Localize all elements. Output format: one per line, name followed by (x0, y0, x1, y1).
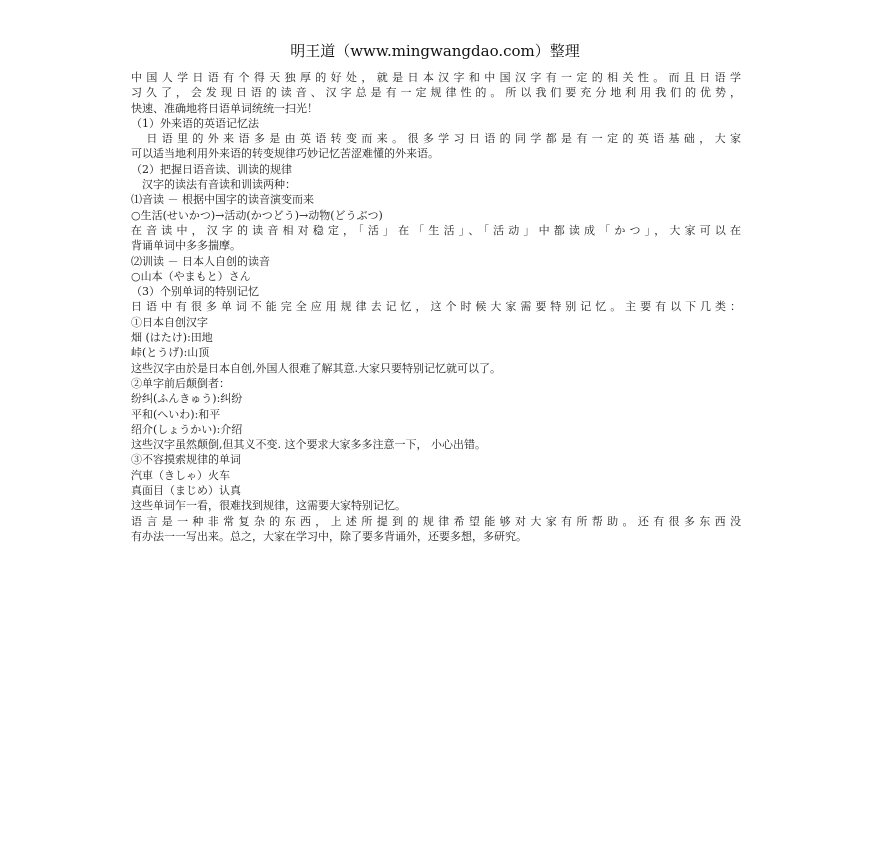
text-line: ○生活(せいかつ)→活动(かつどう)→动物(どうぶつ) (131, 208, 383, 222)
text-line: 峠(とうげ):山顶 (131, 346, 210, 360)
text-line: 汽車（きしゃ）火车 (131, 468, 230, 482)
document-title: 明王道（www.mingwangdao.com）整理 (290, 42, 580, 60)
text-line: （1）外来语的英语记忆法 (131, 116, 259, 130)
text-line: 可以适当地利用外来语的转变规律巧妙记忆苦涩难懂的外来语。 (131, 147, 439, 161)
text-line: 背诵单词中多多揣摩。 (131, 239, 241, 253)
text-line: ①日本自创汉字 (131, 315, 208, 329)
text-line: ○山本（やまもと）さん (131, 269, 251, 283)
text-line: 快速、准确地将日语单词统统一扫光！ (131, 101, 318, 115)
text-line: 汉字的读法有音读和训读两种： (131, 178, 296, 192)
text-line: 畑 (はたけ):田地 (131, 331, 213, 345)
text-line: （2）把握日语音读、训读的规律 (131, 162, 292, 176)
text-line: 这些汉字虽然颠倒,但其义不变. 这个要求大家多多注意一下， 小心出错。 (131, 438, 486, 452)
text-line: 中国人学日语有个得天独厚的好处，就是日本汉字和中国汉字有一定的相关性。而且日语学 (131, 71, 741, 84)
text-line: 习久了，会发现日语的读音、汉字总是有一定规律性的。所以我们要充分地利用我们的优势， (131, 86, 741, 100)
text-line: ③不容摸索规律的单词 (131, 453, 241, 467)
text-line: 日语中有很多单词不能完全应用规律去记忆，这个时候大家需要特别记忆。主要有以下几类： (131, 300, 741, 314)
document-body (131, 70, 741, 544)
text-line: 在音读中，汉字的读音相对稳定，「活」在「生活」、「活动」中都读成「かつ」，大家可以在 (131, 223, 741, 237)
text-line: 有办法一一写出来。总之，大家在学习中，除了要多背诵外，还要多想，多研究。 (131, 529, 527, 543)
text-line: 这些汉字由於是日本自创,外国人很难了解其意.大家只要特别记忆就可以了。 (131, 361, 501, 375)
text-line: ②单字前后颠倒者： (131, 376, 230, 390)
text-line: 语言是一种非常复杂的东西，上述所提到的规律希望能够对大家有所帮助。还有很多东西没 (131, 514, 741, 528)
text-line: 这些单词乍一看，很难找到规律，这需要大家特别记忆。 (131, 499, 406, 513)
text-line: 绍介(しょうかい):介绍 (131, 422, 243, 436)
text-line: （3）个别单词的特别记忆 (131, 285, 259, 299)
text-line: 日语里的外来语多是由英语转变而来。很多学习日语的同学都是有一定的英语基础，大家 (131, 132, 741, 146)
text-line: 平和(へいわ):和平 (131, 407, 221, 421)
text-line: ⑴音读 － 根据中国字的读音演变而来 (131, 193, 314, 207)
text-line: ⑵训读 － 日本人自创的读音 (131, 254, 270, 268)
text-line: 真面目（まじめ）认真 (131, 484, 241, 498)
text-line: 纷纠(ふんきゅう):纠纷 (131, 392, 243, 406)
